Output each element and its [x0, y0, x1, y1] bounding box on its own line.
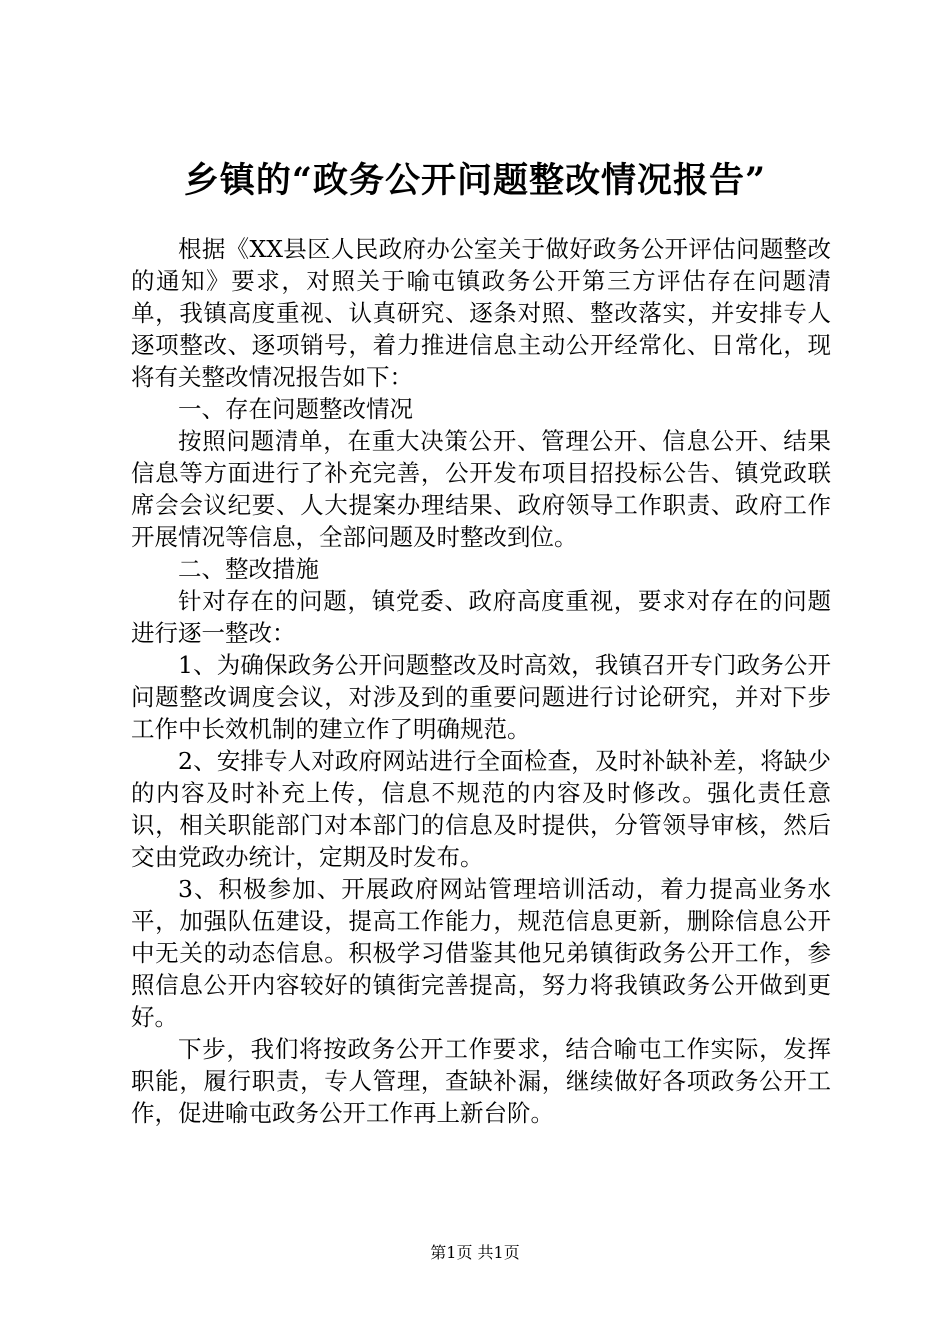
paragraph-conclusion: 下步，我们将按政务公开工作要求，结合喻屯工作实际，发挥职能，履行职责，专人管理，查缺补漏，继续做好各项政务公开工作，促进喻屯政务公开工作再上新台阶。 — [131, 1035, 831, 1127]
section-heading-measures: 二、整改措施 — [178, 555, 319, 583]
document-body — [131, 233, 831, 1129]
paragraph-measure-2: 2、安排专人对政府网站进行全面检查，及时补缺补差，将缺少的内容及时补充上传，信息不规范的内容及时修改。强化责任意识，相关职能部门对本部门的信息及时提供，分管领导审核，然后交由党政办统计，定期及时发布。 — [131, 747, 831, 871]
paragraph-measures-intro: 针对存在的问题，镇党委、政府高度重视，要求对存在的问题进行逐一整改： — [131, 587, 831, 647]
page-footer: 第1页 共1页 — [430, 1243, 520, 1262]
paragraph-problems: 按照问题清单，在重大决策公开、管理公开、信息公开、结果信息等方面进行了补充完善，公开发布项目招投标公告、镇党政联席会会议纪要、人大提案办理结果、政府领导工作职责、政府工作开展情况等信息，全部问题及时整改到位。 — [131, 427, 831, 551]
paragraph-measure-3: 3、积极参加、开展政府网站管理培训活动，着力提高业务水平，加强队伍建设，提高工作能力，规范信息更新，删除信息公开中无关的动态信息。积极学习借鉴其他兄弟镇街政务公开工作，参照信息公开内容较好的镇街完善提高，努力将我镇政务公开做到更好。 — [131, 875, 831, 1031]
section-heading-problems: 一、存在问题整改情况 — [178, 395, 413, 423]
paragraph-intro: 根据《XX县区人民政府办公室关于做好政务公开评估问题整改的通知》要求，对照关于喻屯镇政务公开第三方评估存在问题清单，我镇高度重视、认真研究、逐条对照、整改落实，并安排专人逐项整改、逐项销号，着力推进信息主动公开经常化、日常化，现将有关整改情况报告如下： — [131, 235, 831, 391]
paragraph-measure-1: 1、为确保政务公开问题整改及时高效，我镇召开专门政务公开问题整改调度会议，对涉及到的重要问题进行讨论研究，并对下步工作中长效机制的建立作了明确规范。 — [131, 651, 831, 743]
document-title: 乡镇的“政务公开问题整改情况报告” — [183, 160, 767, 201]
